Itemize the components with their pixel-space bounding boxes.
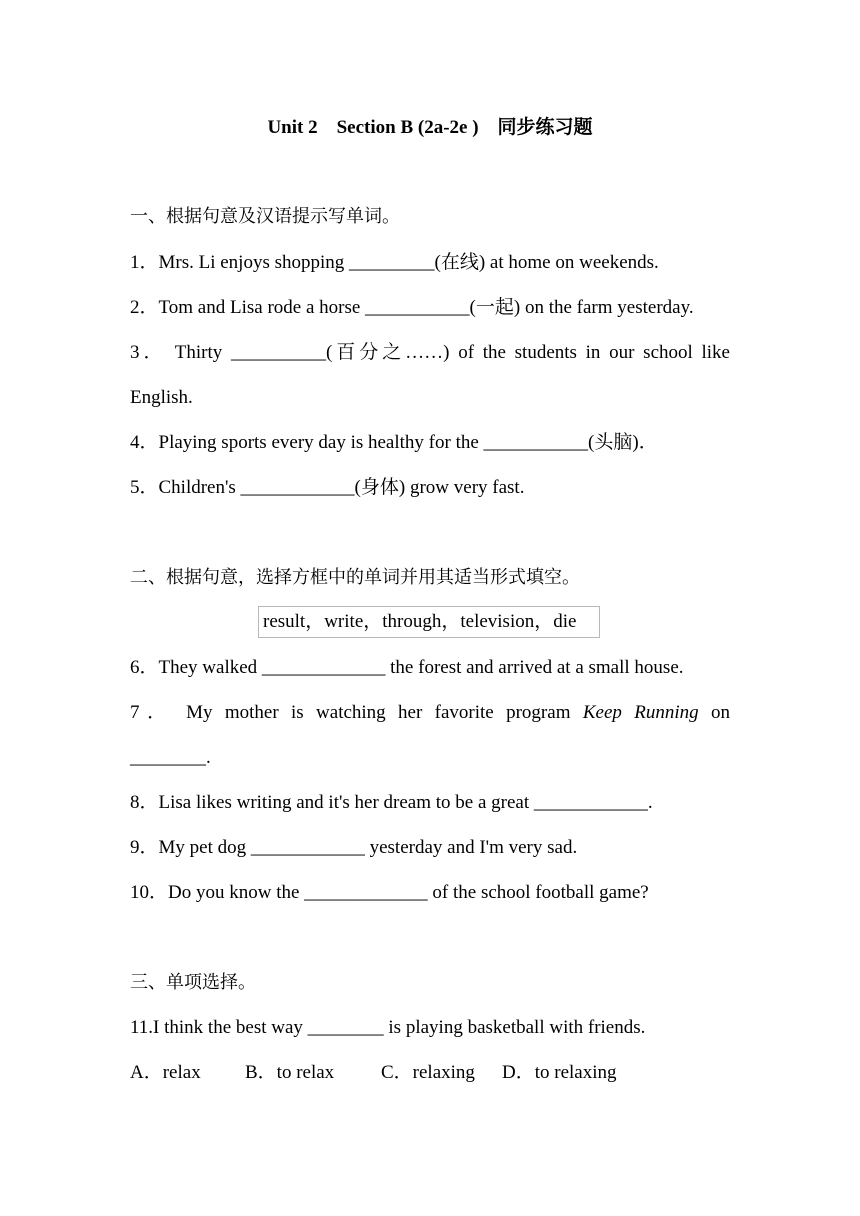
program-title: Keep Running bbox=[582, 702, 699, 723]
question-1: 1．Mrs. Li enjoys shopping _________(在线) at home on weekends. bbox=[130, 252, 659, 273]
question-7-line-1 bbox=[130, 701, 730, 725]
question-7-text: 7． My mother is watching her favorite program bbox=[130, 702, 583, 723]
question-2: 2．Tom and Lisa rode a horse ___________(一起) on the farm yesterday. bbox=[130, 297, 694, 318]
word-box: result，write，through，television，die bbox=[258, 606, 600, 638]
page-title: Unit 2 Section B (2a-2e ) 同步练习题 bbox=[267, 117, 593, 138]
question-5: 5．Children's ____________(身体) grow very fast. bbox=[130, 477, 525, 498]
question-11: 11.I think the best way ________ is playing basketball with friends. bbox=[130, 1017, 646, 1038]
option-c: C．relaxing bbox=[381, 1062, 475, 1083]
section-heading-2: 二、根据句意，选择方框中的单词并用其适当形式填空。 bbox=[130, 567, 580, 588]
question-6: 6．They walked _____________ the forest and arrived at a small house. bbox=[130, 657, 684, 678]
question-10: 10．Do you know the _____________ of the school football game? bbox=[130, 882, 649, 903]
question-4: 4．Playing sports every day is healthy for the ___________(头脑)． bbox=[130, 432, 658, 453]
question-3-line-1: 3． Thirty __________(百分之……) of the students in our school like bbox=[130, 342, 730, 363]
question-7-tail: on bbox=[698, 702, 730, 723]
option-d: D．to relaxing bbox=[502, 1062, 617, 1083]
section-heading-3: 三、单项选择。 bbox=[130, 972, 256, 993]
option-a: A．relax bbox=[130, 1062, 201, 1083]
question-3-line-2: English. bbox=[130, 387, 193, 408]
question-9: 9．My pet dog ____________ yesterday and I'm very sad. bbox=[130, 837, 578, 858]
question-8: 8．Lisa likes writing and it's her dream to be a great ____________. bbox=[130, 792, 653, 813]
question-11-options bbox=[130, 1061, 730, 1085]
option-b: B．to relax bbox=[245, 1062, 335, 1083]
section-heading-1: 一、根据句意及汉语提示写单词。 bbox=[130, 206, 400, 227]
question-7-line-2: ________. bbox=[130, 747, 211, 768]
